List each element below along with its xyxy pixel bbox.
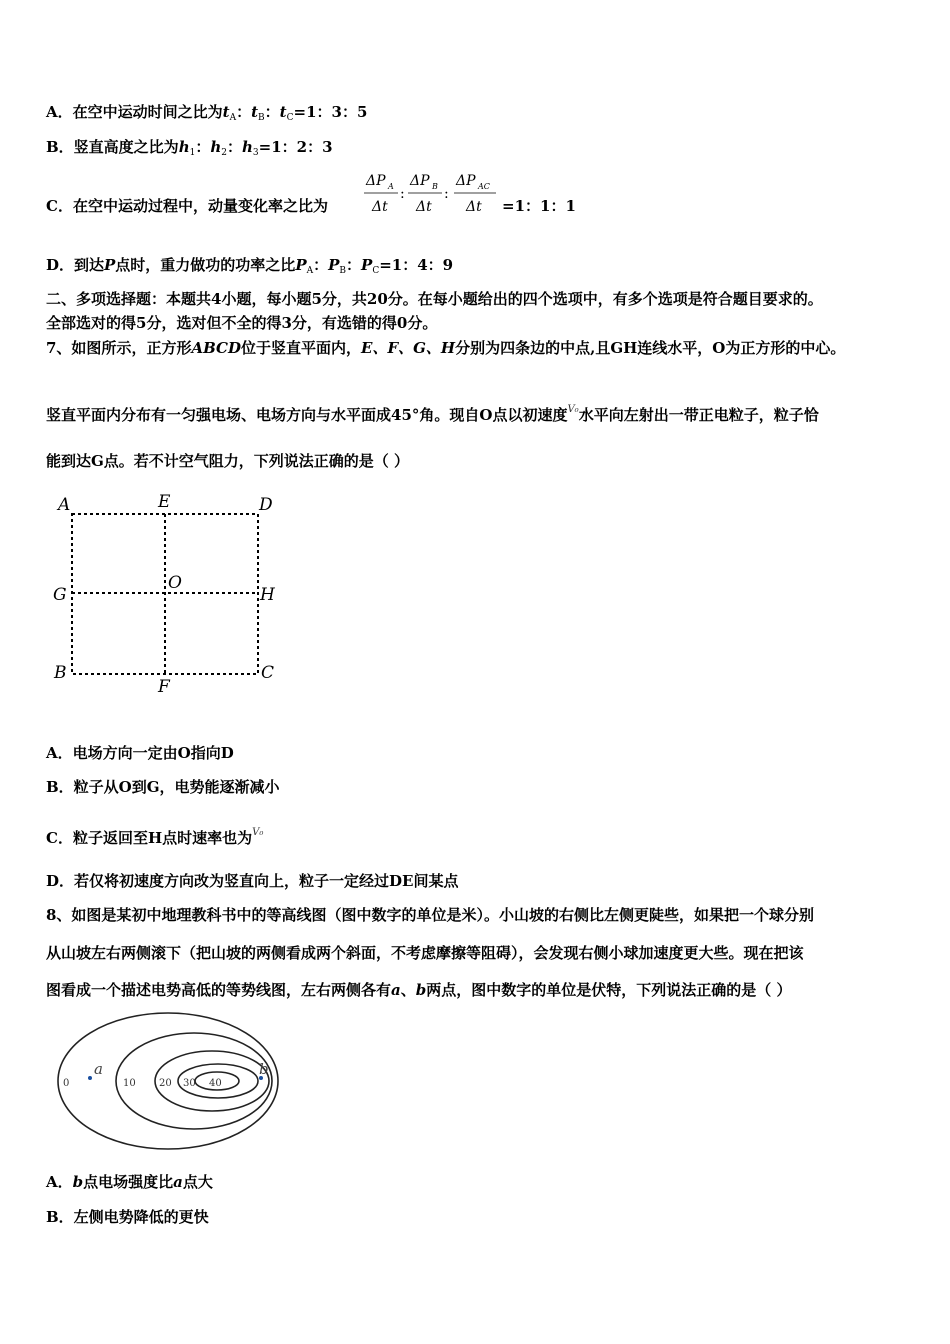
q7-option-b: B．粒子从O到G，电势能逐渐减小	[46, 778, 280, 796]
label-d: D	[259, 495, 273, 515]
frac-a-num: ΔP	[366, 173, 386, 189]
contour-figure	[52, 1008, 282, 1156]
label-a: A	[58, 495, 71, 515]
q7-option-a: A．电场方向一定由O指向D	[46, 744, 234, 762]
frac-a-den: Δt	[372, 199, 388, 215]
label-point-b: b	[259, 1060, 269, 1078]
frac-b-sub: B	[432, 182, 438, 191]
q6-option-c-suffix: =1：1：1	[502, 197, 576, 215]
contour-label-30: 30	[183, 1078, 196, 1089]
frac-a-sub: A	[388, 182, 394, 191]
momentum-ratio-fraction	[362, 168, 502, 220]
contour-label-10: 10	[123, 1078, 136, 1089]
q8-stem-line1: 8、如图是某初中地理教科书中的等高线图（图中数字的单位是米）。小山坡的右侧比左侧更陡些，如果把一个球分别	[46, 906, 814, 924]
section2-scoring: 全部选对的得5分，选对但不全的得3分，有选错的得0分。	[46, 314, 438, 332]
frac-colon-2: :	[444, 186, 449, 202]
label-point-a: a	[94, 1060, 103, 1078]
q8-option-b: B．左侧电势降低的更快	[46, 1208, 209, 1226]
v0-symbol: V₀	[252, 827, 264, 838]
q7-option-c: C．粒子返回至H点时速率也为$^{V_0}$	[46, 827, 264, 847]
label-h: H	[260, 585, 275, 605]
q7-stem-line1: 7、如图所示，正方形ABCD位于竖直平面内，E、F、G、H分别为四条边的中点,且GH连线水平，O为正方形的中心。	[46, 339, 846, 357]
q6-option-a: A．在空中运动时间之比为$t_A$：$t_B$：$t_C=1$：3：5	[46, 103, 368, 123]
label-o: O	[168, 573, 182, 593]
frac-c-den: Δt	[466, 199, 482, 215]
q8-stem-line3: 图看成一个描述电势高低的等势线图，左右两侧各有a、b两点，图中数字的单位是伏特，下列说法正确的是（ ）	[46, 981, 792, 999]
q6-option-b: B．竖直高度之比为$h_1$：$h_2$：$h_3=1$：2：3	[46, 138, 333, 158]
q7-stem-line3: 能到达G点。若不计空气阻力，下列说法正确的是（ ）	[46, 452, 410, 470]
frac-b-num: ΔP	[410, 173, 430, 189]
label-c: C	[261, 663, 275, 683]
label-b: B	[54, 663, 67, 683]
point-a	[88, 1076, 92, 1080]
label-e: E	[158, 492, 171, 512]
section2-heading: 二、多项选择题：本题共4小题，每小题5分，共20分。在每小题给出的四个选项中，有多个选项是符合题目要求的。	[46, 290, 823, 308]
frac-colon-1: :	[400, 186, 405, 202]
contour-label-20: 20	[159, 1078, 172, 1089]
q6-option-c: C．在空中运动过程中，动量变化率之比为	[46, 197, 328, 215]
v0-symbol: V₀	[567, 404, 579, 415]
q8-stem-line2: 从山坡左右两侧滚下（把山坡的两侧看成两个斜面，不考虑摩擦等阻碍），会发现右侧小球加速度更大些。现在把该	[46, 944, 804, 962]
q7-stem-line2: 竖直平面内分布有一匀强电场、电场方向与水平面成45°角。现自O点以初速度$^{V_0}$水平向左射出一带正电粒子，粒子恰	[46, 404, 819, 424]
contour-label-0: 0	[63, 1078, 70, 1089]
q7-option-d: D．若仅将初速度方向改为竖直向上，粒子一定经过DE间某点	[46, 872, 459, 890]
q8-option-a: A．b点电场强度比a点大	[46, 1173, 213, 1191]
label-f: F	[158, 677, 170, 697]
frac-c-sub: AC	[478, 182, 490, 191]
frac-c-num: ΔP	[456, 173, 476, 189]
label-g: G	[53, 585, 67, 605]
frac-b-den: Δt	[416, 199, 432, 215]
q6-option-d: D．到达P点时，重力做功的功率之比$P_A$：$P_B$：$P_C=1$：4：9	[46, 256, 454, 276]
contour-label-40: 40	[209, 1078, 222, 1089]
square-figure	[48, 490, 288, 700]
